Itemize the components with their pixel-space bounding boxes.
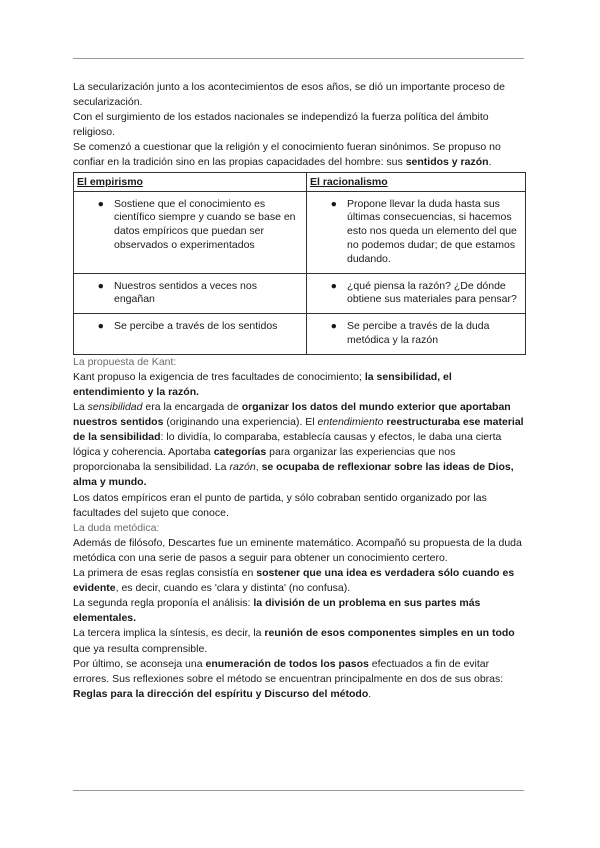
- duda-paragraph-3: La segunda regla proponía el análisis: la división de un problema en sus partes más elementales.: [73, 597, 481, 625]
- table-cell: Sostiene que el conocimiento es científico siempre y cuando se base en datos empíricos que puedan ser observados o experimentados: [114, 197, 296, 251]
- duda-paragraph-4: La tercera implica la síntesis, es decir, la reunión de esos componentes simples en un todo que ya resulta comprensible.: [73, 627, 515, 655]
- duda-paragraph-2: La primera de esas reglas consistía en sostener que una idea es verdadera sólo cuando es evidente, es decir, cuando es 'clara y distinta' (no confusa).: [73, 567, 515, 595]
- bullet-icon: ●: [330, 197, 337, 210]
- table-cell: Se percibe a través de los sentidos: [114, 320, 278, 333]
- kant-paragraph-3: Los datos empíricos eran el punto de partida, y sólo cobraban sentido organizado por las facultades del sujeto que conoce.: [73, 491, 487, 519]
- bottom-divider: [73, 790, 524, 791]
- duda-paragraph-1: Además de filósofo, Descartes fue un eminente matemático. Acompañó su propuesta de la duda metódica con una serie de pasos a seguir para obtener un conocimiento certero.: [73, 536, 522, 564]
- section-title-kant: La propuesta de Kant:: [73, 355, 177, 368]
- document-body: [73, 80, 525, 702]
- top-divider: [73, 58, 524, 59]
- intro-paragraph-1: La secularización junto a los acontecimientos de esos años, se dió un importante proceso de secularización.: [73, 81, 505, 109]
- bullet-icon: ●: [97, 320, 104, 333]
- kant-paragraph-1: Kant propuso la exigencia de tres facultades de conocimiento; la sensibilidad, el entendimiento y la razón.: [73, 370, 452, 398]
- header-racionalismo: El racionalismo: [307, 172, 526, 191]
- table-cell: Propone llevar la duda hasta sus últimas consecuencias, si hacemos esto nos queda un elemento del que no podemos dudar; de que estamos dudando.: [347, 197, 517, 265]
- section-title-duda: La duda metódica:: [73, 521, 160, 534]
- table-cell: Nuestros sentidos a veces nos engañan: [114, 279, 257, 306]
- intro-paragraph-3: Se comenzó a cuestionar que la religión y el conocimiento fueran sinónimos. Se propuso no confiar en la tradición sino en las propias capacidades del hombre: sus sentidos y razón.: [73, 141, 501, 169]
- comparison-table: [73, 172, 526, 355]
- table-cell: ¿qué piensa la razón? ¿De dónde obtiene sus materiales para pensar?: [347, 279, 517, 306]
- kant-paragraph-2: La sensibilidad era la encargada de organizar los datos del mundo exterior que aportaban nuestros sentidos (originando una experiencia). El entendimiento reestructuraba ese material de la sensibilidad: lo dividía, lo comparaba, establecía causas y efectos, le daba una cierta lógica y coherencia. Aportaba categorías para organizar las experiencias que nos proporcionaba la sensibilidad. La razón, se ocupaba de reflexionar sobre las ideas de Dios, alma y mundo.: [73, 401, 524, 489]
- table-row: [74, 191, 526, 273]
- header-empirismo: El empirismo: [74, 172, 307, 191]
- intro-paragraph-2: Con el surgimiento de los estados nacionales se independizó la fuerza política del ámbito religioso.: [73, 111, 489, 139]
- duda-paragraph-5: Por último, se aconseja una enumeración de todos los pasos efectuados a fin de evitar errores. Sus reflexiones sobre el método se encuentran principalmente en dos de sus obras: Reglas para la dirección del espíritu y Discurso del método.: [73, 657, 504, 700]
- table-row: [74, 314, 526, 355]
- bullet-icon: ●: [330, 320, 337, 333]
- bullet-icon: ●: [330, 279, 337, 292]
- bullet-icon: ●: [97, 279, 104, 292]
- bullet-icon: ●: [97, 197, 104, 210]
- table-row: [74, 273, 526, 314]
- table-cell: Se percibe a través de la duda metódica y la razón: [347, 320, 490, 346]
